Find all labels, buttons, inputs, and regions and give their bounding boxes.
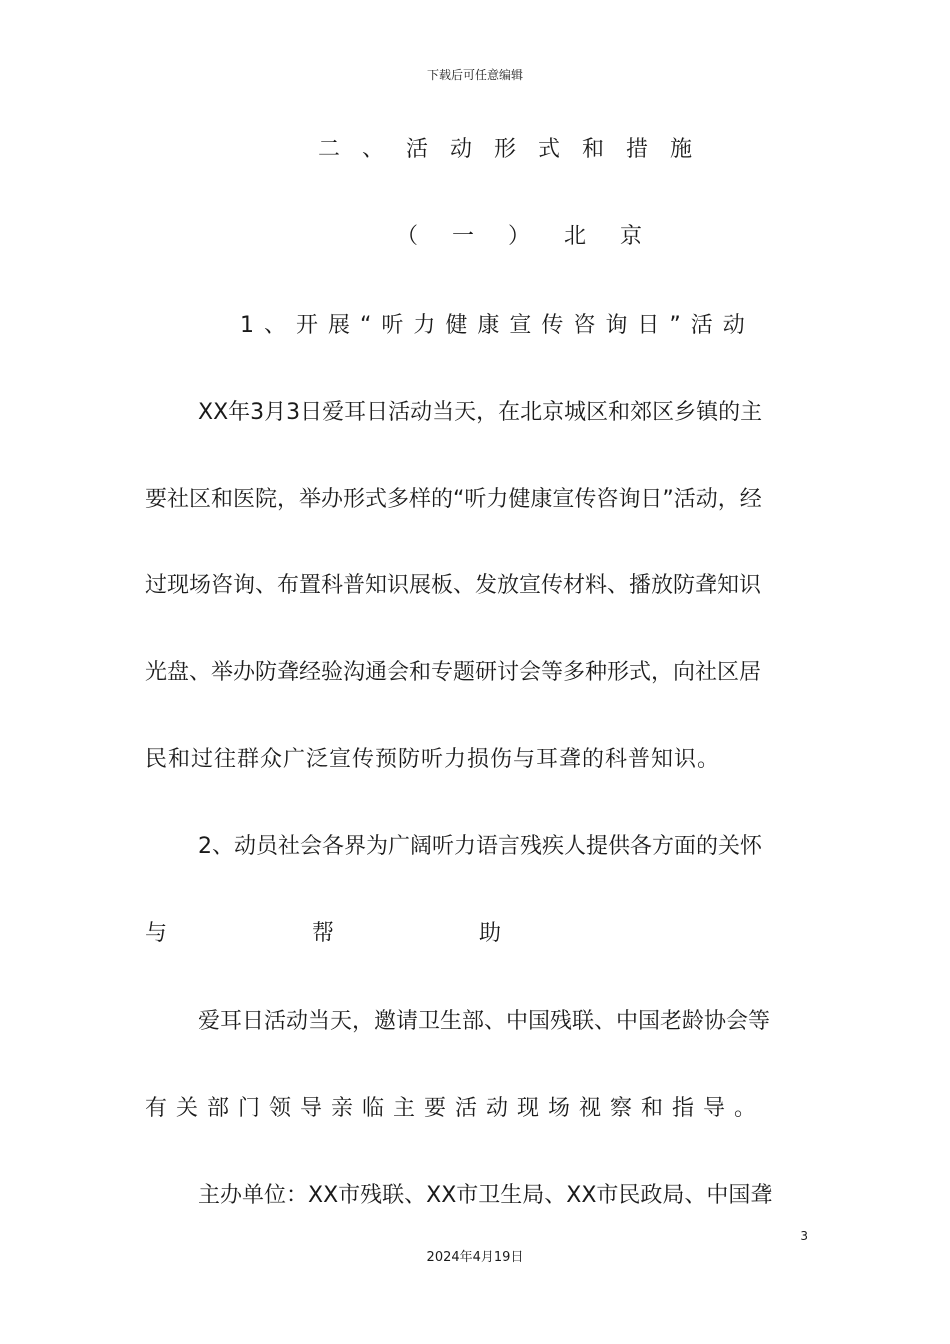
paragraph-line: 民和过往群众广泛宣传预防听力损伤与耳聋的科普知识。 bbox=[145, 747, 721, 772]
section-subheading: （一）北京 bbox=[395, 224, 676, 249]
section-heading: 二、活动形式和措施 bbox=[317, 137, 714, 162]
paragraph-line: 与帮助 bbox=[145, 921, 647, 946]
item1-title: 1、开展“听力健康宣传咨询日”活动 bbox=[240, 313, 755, 338]
header-note: 下载后可任意编辑 bbox=[426, 68, 523, 82]
paragraph-line: 主办单位：XX市残联、XX市卫生局、XX市民政局、中国聋 bbox=[198, 1183, 773, 1208]
paragraph-line: 过现场咨询、布置科普知识展板、发放宣传材料、播放防聋知识 bbox=[145, 573, 762, 598]
paragraph-line: 光盘、举办防聋经验沟通会和专题研讨会等多种形式，向社区居 bbox=[145, 660, 762, 685]
paragraph-line: XX年3月3日爱耳日活动当天，在北京城区和郊区乡镇的主 bbox=[198, 400, 763, 425]
footer-date: 2024年4月19日 bbox=[426, 1250, 524, 1265]
paragraph-line: 爱耳日活动当天，邀请卫生部、中国残联、中国老龄协会等 bbox=[198, 1009, 771, 1034]
page-number: 3 bbox=[800, 1229, 808, 1243]
paragraph-line: 有关部门领导亲临主要活动现场视察和指导。 bbox=[145, 1096, 766, 1121]
paragraph-line: 2、动员社会各界为广阔听力语言残疾人提供各方面的关怀 bbox=[198, 834, 762, 859]
paragraph-line: 要社区和医院，举办形式多样的“听力健康宣传咨询日”活动，经 bbox=[145, 487, 762, 512]
